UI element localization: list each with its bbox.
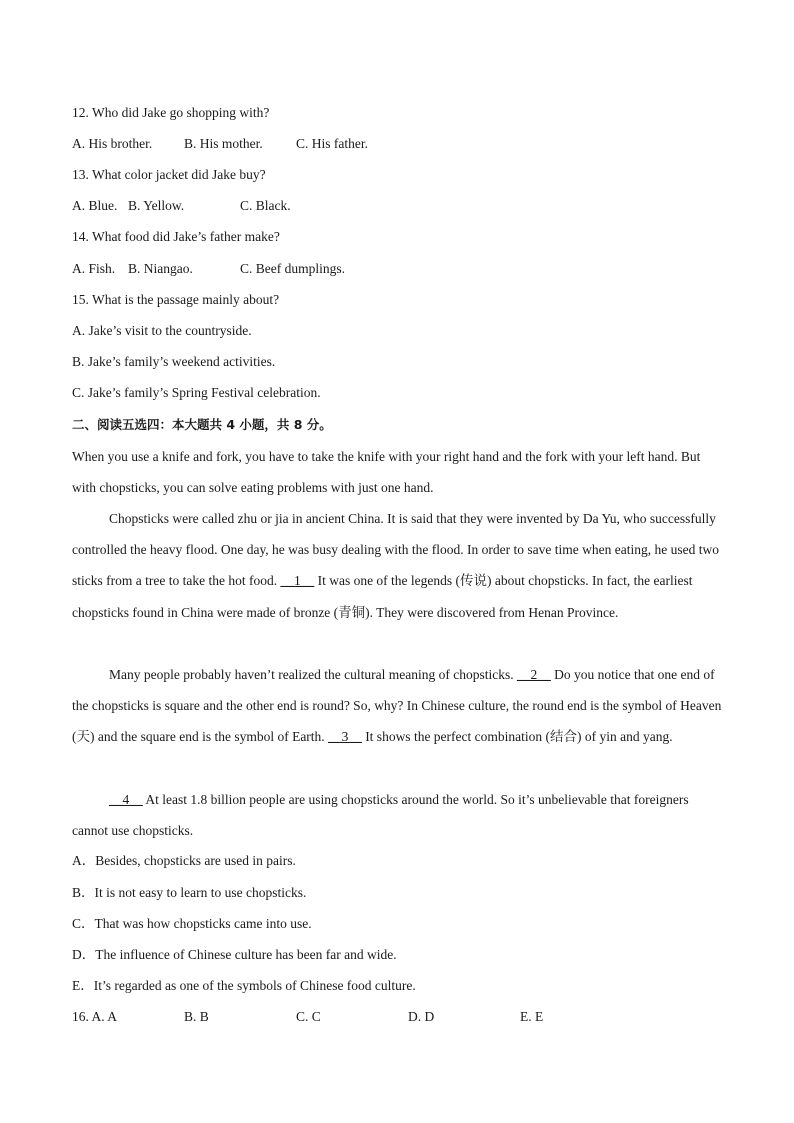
passage-paragraph-4 <box>72 784 726 846</box>
passage-paragraph-1: When you use a knife and fork, you have to take the knife with your right hand and the fork with your left hand. But with chopsticks, you can solve eating problems with just one hand. <box>72 449 701 496</box>
blank-3[interactable]: __3__ <box>328 729 362 745</box>
question-16-options <box>72 1008 543 1026</box>
blank-1[interactable]: __1__ <box>280 573 315 589</box>
blank-2[interactable]: __2__ <box>517 667 551 682</box>
q15-option-b[interactable]: B. Jake’s family’s weekend activities. <box>72 354 276 369</box>
q13-option-b[interactable]: B. Yellow. <box>128 198 185 213</box>
question-14-options <box>72 260 345 278</box>
q16-option-c[interactable]: C. C <box>296 1009 321 1024</box>
q14-option-c[interactable]: C. Beef dumplings. <box>240 261 345 276</box>
passage-paragraph-2 <box>72 503 726 628</box>
p2-text-b: It was one of the legends (传说) about chopsticks. In fact, the earliest chopsticks found in China were made of bronze (青铜). They were discovered from Henan Province. <box>72 573 693 620</box>
q16-option-d[interactable]: D. D <box>408 1009 435 1024</box>
p2-text-a: Chopsticks were called zhu or jia in ancient China. It is said that they were invented by Da Yu, who successfully controlled the heavy flood. One day, he was busy dealing with the flood. In order to save time when eating, he used two sticks from a tree to take the hot food. <box>72 511 719 589</box>
q16-option-b[interactable]: B. B <box>184 1009 209 1024</box>
choice-d[interactable]: D．The influence of Chinese culture has been far and wide. <box>72 947 397 962</box>
choice-c[interactable]: C．That was how chopsticks came into use. <box>72 916 312 931</box>
q12-option-c[interactable]: C. His father. <box>296 136 368 151</box>
q15-option-c[interactable]: C. Jake’s family’s Spring Festival celebration. <box>72 385 321 400</box>
q14-option-b[interactable]: B. Niangao. <box>128 261 193 276</box>
question-12-stem: 12. Who did Jake go shopping with? <box>72 105 270 120</box>
q16-option-a[interactable]: 16. A. A <box>72 1009 118 1024</box>
p3-text-b: Do you notice that one end of the chopsticks is square and the other end is round? So, why? In Chinese culture, the round end is the symbol of Heaven (天) and the square end is the symbol of Earth. <box>72 667 722 745</box>
question-14-stem: 14. What food did Jake’s father make? <box>72 229 280 244</box>
q12-option-b[interactable]: B. His mother. <box>184 136 263 151</box>
p4-text: At least 1.8 billion people are using chopsticks around the world. So it’s unbelievable that foreigners cannot use chopsticks. <box>72 792 689 839</box>
question-12-options <box>72 135 368 153</box>
q15-option-a[interactable]: A. Jake’s visit to the countryside. <box>72 323 252 338</box>
q14-option-a[interactable]: A. Fish. <box>72 261 116 276</box>
passage-paragraph-3 <box>72 659 726 753</box>
q13-option-a[interactable]: A. Blue. <box>72 198 118 213</box>
blank-4[interactable]: __4__ <box>109 792 143 807</box>
choice-e[interactable]: E．It’s regarded as one of the symbols of Chinese food culture. <box>72 978 416 993</box>
q12-option-a[interactable]: A. His brother. <box>72 136 153 151</box>
p3-text-c: It shows the perfect combination (结合) of yin and yang. <box>365 729 673 745</box>
question-15-stem: 15. What is the passage mainly about? <box>72 292 280 307</box>
q16-option-e[interactable]: E. E <box>520 1009 544 1024</box>
section-title: 二、阅读五选四：本大题共 4 小题，共 8 分。 <box>72 417 332 432</box>
q13-option-c[interactable]: C. Black. <box>240 198 291 213</box>
p3-text-a: Many people probably haven’t realized the cultural meaning of chopsticks. <box>109 667 514 682</box>
choice-a[interactable]: A．Besides, chopsticks are used in pairs. <box>72 853 296 868</box>
question-13-stem: 13. What color jacket did Jake buy? <box>72 167 266 182</box>
question-13-options <box>72 197 291 215</box>
choice-b[interactable]: B．It is not easy to learn to use chopsticks. <box>72 885 307 900</box>
